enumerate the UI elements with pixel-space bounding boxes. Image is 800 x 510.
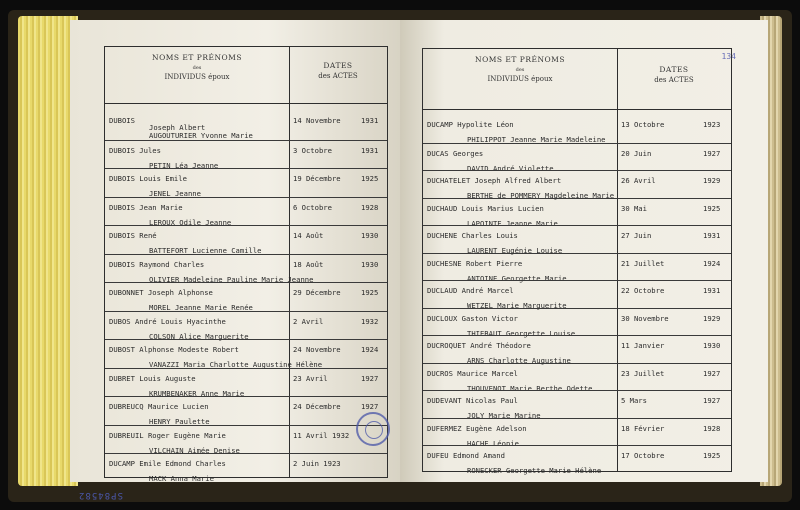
table-row xyxy=(105,339,387,369)
spouse-name: ARNS Charlotte Augustine xyxy=(467,356,571,365)
spouse-name: DUBRET Louis Auguste xyxy=(109,373,196,383)
act-date: 14 Novembre xyxy=(293,116,341,125)
table-row xyxy=(423,198,731,227)
act-date: 2 Juin 1923 xyxy=(293,459,341,468)
table-row xyxy=(105,197,387,227)
spouse-name: PHILIPPOT Jeanne Marie Madeleine xyxy=(467,135,606,144)
header-individus: INDIVIDUS époux xyxy=(487,75,553,83)
act-year: 1927 xyxy=(703,396,721,405)
act-year: 1929 xyxy=(703,176,721,185)
spouse-name: ANTOINE Georgette Marie xyxy=(467,273,567,283)
act-date: 23 Avril xyxy=(293,373,328,383)
act-date: 11 Janvier xyxy=(621,341,665,350)
header-des-actes: des ACTES xyxy=(318,72,358,80)
spouse-name: DUCAS Georges xyxy=(427,148,484,158)
act-date: 18 Février xyxy=(621,423,665,433)
act-year: 1931 xyxy=(703,286,721,295)
spouse-name: DUCROQUET André Théodore xyxy=(427,341,531,350)
spouse-name: THIEBAUT Georgette Louise xyxy=(467,328,576,338)
spouse-name: VILCHAIN Aimée Denise xyxy=(149,445,240,455)
table-row xyxy=(423,390,731,419)
spouse-name: AUGOUTURIER Yvonne Marie xyxy=(149,131,253,140)
act-date: 24 Décembre xyxy=(293,402,341,411)
spouse-name: DUBREUIL Roger Eugène Marie xyxy=(109,430,226,440)
spouse-name: DUFEU Edmond Amand xyxy=(427,451,505,460)
act-date: 2 Avril xyxy=(293,316,324,326)
spouse-name: PETIN Léa Jeanne xyxy=(149,160,219,170)
table-row xyxy=(105,396,387,426)
archive-stamp xyxy=(356,412,390,446)
act-date: 29 Décembre xyxy=(293,288,341,297)
spouse-name: DAVID André Violette xyxy=(467,163,554,173)
spouse-name: DUCROS Maurice Marcel xyxy=(427,368,518,378)
table-row xyxy=(423,308,731,337)
spouse-name: WETZEL Marie Marguerite xyxy=(467,301,567,310)
spouse-name: DUCHATELET Joseph Alfred Albert xyxy=(427,176,562,185)
spouse-name: DUBOIS Jean Marie xyxy=(109,202,183,212)
spouse-name: DUBOIS Louis Emile xyxy=(109,174,187,183)
table-row xyxy=(105,168,387,198)
table-row xyxy=(105,282,387,312)
spouse-name: DUBOIS Jules xyxy=(109,145,161,155)
spouse-name: VANAZZI Maria Charlotte Augustine Hélène xyxy=(149,360,323,369)
act-date: 5 Mars xyxy=(621,396,647,405)
spouse-name: DUCAMP Emile Edmond Charles xyxy=(109,459,226,468)
names-column-header xyxy=(105,53,289,81)
spouse-name: DUCLOUX Gaston Victor xyxy=(427,313,518,323)
table-row xyxy=(423,280,731,309)
spouse-name: BATTEFORT Lucienne Camille xyxy=(149,246,262,255)
act-date: 30 Novembre xyxy=(621,313,669,323)
table-row xyxy=(423,335,731,364)
act-year: 1931 xyxy=(703,231,721,240)
act-date: 13 Octobre xyxy=(621,120,665,129)
table-row xyxy=(423,363,731,392)
dates-column-header xyxy=(617,65,731,84)
spouse-name: MACK Anna Marie xyxy=(149,474,214,483)
spouse-name: DUCHAUD Louis Marius Lucien xyxy=(427,203,544,213)
spouse-name: DUBONNET Joseph Alphonse xyxy=(109,288,213,297)
act-year: 1928 xyxy=(361,202,379,212)
act-year: 1932 xyxy=(361,316,379,326)
spouse-name: JENEL Jeanne xyxy=(149,189,201,198)
table-row xyxy=(105,225,387,255)
spouse-name: DUBOS André Louis Hyacinthe xyxy=(109,316,226,326)
table-row xyxy=(423,418,731,447)
act-date: 19 Décembre xyxy=(293,174,341,183)
act-date: 30 Mai xyxy=(621,203,647,213)
act-year: 1924 xyxy=(703,258,721,268)
act-date: 17 Octobre xyxy=(621,451,665,460)
act-date: 11 Avril 1932 xyxy=(293,430,350,440)
spouse-name: JOLY Marie Marine xyxy=(467,411,541,420)
act-date: 23 Juillet xyxy=(621,368,665,378)
act-date: 27 Juin xyxy=(621,231,652,240)
spouse-name-continued: Joseph Albert xyxy=(149,123,206,132)
act-date: 20 Juin xyxy=(621,148,652,158)
spouse-name: DUDEVANT Nicolas Paul xyxy=(427,396,518,405)
dates-column-header xyxy=(289,61,387,80)
spouse-name: DUBOIS René xyxy=(109,231,157,240)
act-date: 3 Octobre xyxy=(293,145,332,155)
spouse-name: KRUMBENAKER Anne Marie xyxy=(149,388,245,398)
table-row xyxy=(423,115,731,143)
spouse-name: DUBREUCQ Maurice Lucien xyxy=(109,402,209,411)
spouse-name: LAURENT Eugénie Louise xyxy=(467,246,563,255)
left-page xyxy=(70,20,400,482)
header-rule xyxy=(423,109,731,110)
table-row xyxy=(423,253,731,282)
spouse-name: OLIVIER Madeleine Pauline Marie Jeanne xyxy=(149,274,314,284)
header-des: des xyxy=(515,67,525,73)
header-des-actes: des ACTES xyxy=(654,76,694,84)
spouse-name: DUCHESNE Robert Pierre xyxy=(427,258,523,268)
header-noms: NOMS ET PRÉNOMS xyxy=(475,55,565,64)
act-year: 1927 xyxy=(361,373,379,383)
spouse-name: LEROUX Odile Jeanne xyxy=(149,217,232,227)
table-row xyxy=(105,111,387,140)
spouse-name: BERTHE de POMMERY Magdeleine Marie xyxy=(467,191,615,200)
table-row xyxy=(105,140,387,170)
table-row xyxy=(105,254,387,284)
spouse-name: DUCHENE Charles Louis xyxy=(427,231,518,240)
spouse-name: HACHE Léonie xyxy=(467,438,519,448)
table-row xyxy=(105,425,387,455)
table-row xyxy=(423,445,731,474)
act-year: 1930 xyxy=(361,259,379,269)
spouse-name: DUCLAUD André Marcel xyxy=(427,286,514,295)
header-rule xyxy=(105,103,387,104)
header-individus: INDIVIDUS époux xyxy=(164,73,230,81)
act-year: 1931 xyxy=(361,145,379,155)
act-date: 18 Août xyxy=(293,259,324,269)
act-year: 1925 xyxy=(361,174,379,183)
table-row xyxy=(105,311,387,341)
act-date: 21 Juillet xyxy=(621,258,665,268)
folio-number: 134 xyxy=(721,52,736,61)
left-register-table xyxy=(104,46,388,483)
act-date: 6 Octobre xyxy=(293,202,332,212)
header-des: des xyxy=(192,65,202,71)
act-year: 1928 xyxy=(703,423,721,433)
act-year: 1923 xyxy=(703,120,721,129)
act-date: 14 Août xyxy=(293,231,324,240)
spouse-name: DUCAMP Hypolite Léon xyxy=(427,120,514,129)
act-year: 1927 xyxy=(361,402,379,411)
act-year: 1927 xyxy=(703,148,721,158)
act-year: 1930 xyxy=(703,341,721,350)
spouse-name: DUBOST Alphonse Modeste Robert xyxy=(109,345,239,354)
spouse-name: HENRY Paulette xyxy=(149,417,210,426)
spouse-name: THOUVENOT Marie Berthe Odette xyxy=(467,383,593,393)
act-year: 1925 xyxy=(361,288,379,297)
header-noms: NOMS ET PRÉNOMS xyxy=(152,53,242,62)
spouse-name: RONECKER Georgette Marie Hélène xyxy=(467,466,602,475)
spouse-name: DUFERMEZ Eugène Adelson xyxy=(427,423,527,433)
spine-number: SP84582 xyxy=(78,490,123,500)
act-year: 1925 xyxy=(703,451,721,460)
act-year: 1927 xyxy=(703,368,721,378)
spouse-name: DUBOIS Raymond Charles xyxy=(109,259,205,269)
table-row xyxy=(423,170,731,199)
table-row xyxy=(423,225,731,254)
book-edge-left xyxy=(18,16,78,486)
spouse-name: COLSON Alice Marguerite xyxy=(149,331,249,341)
act-date: 24 Novembre xyxy=(293,345,341,354)
right-page xyxy=(400,20,768,482)
table-row xyxy=(105,453,387,483)
table-row xyxy=(105,368,387,398)
right-register-table xyxy=(422,48,732,475)
spouse-name: LAPOINTE Jeanne Marie xyxy=(467,218,558,228)
act-year: 1925 xyxy=(703,203,721,213)
names-column-header xyxy=(423,55,617,83)
act-year: 1929 xyxy=(703,313,721,323)
act-year: 1930 xyxy=(361,231,379,240)
act-year: 1931 xyxy=(361,116,379,125)
header-dates: DATES xyxy=(659,65,689,74)
act-date: 22 Octobre xyxy=(621,286,665,295)
header-dates: DATES xyxy=(323,61,353,70)
spouse-name: MOREL Jeanne Marie Renée xyxy=(149,303,253,312)
act-year: 1924 xyxy=(361,345,379,354)
table-row xyxy=(423,143,731,172)
spouse-name: DUBOIS xyxy=(109,116,135,125)
act-date: 26 Avril xyxy=(621,176,656,185)
